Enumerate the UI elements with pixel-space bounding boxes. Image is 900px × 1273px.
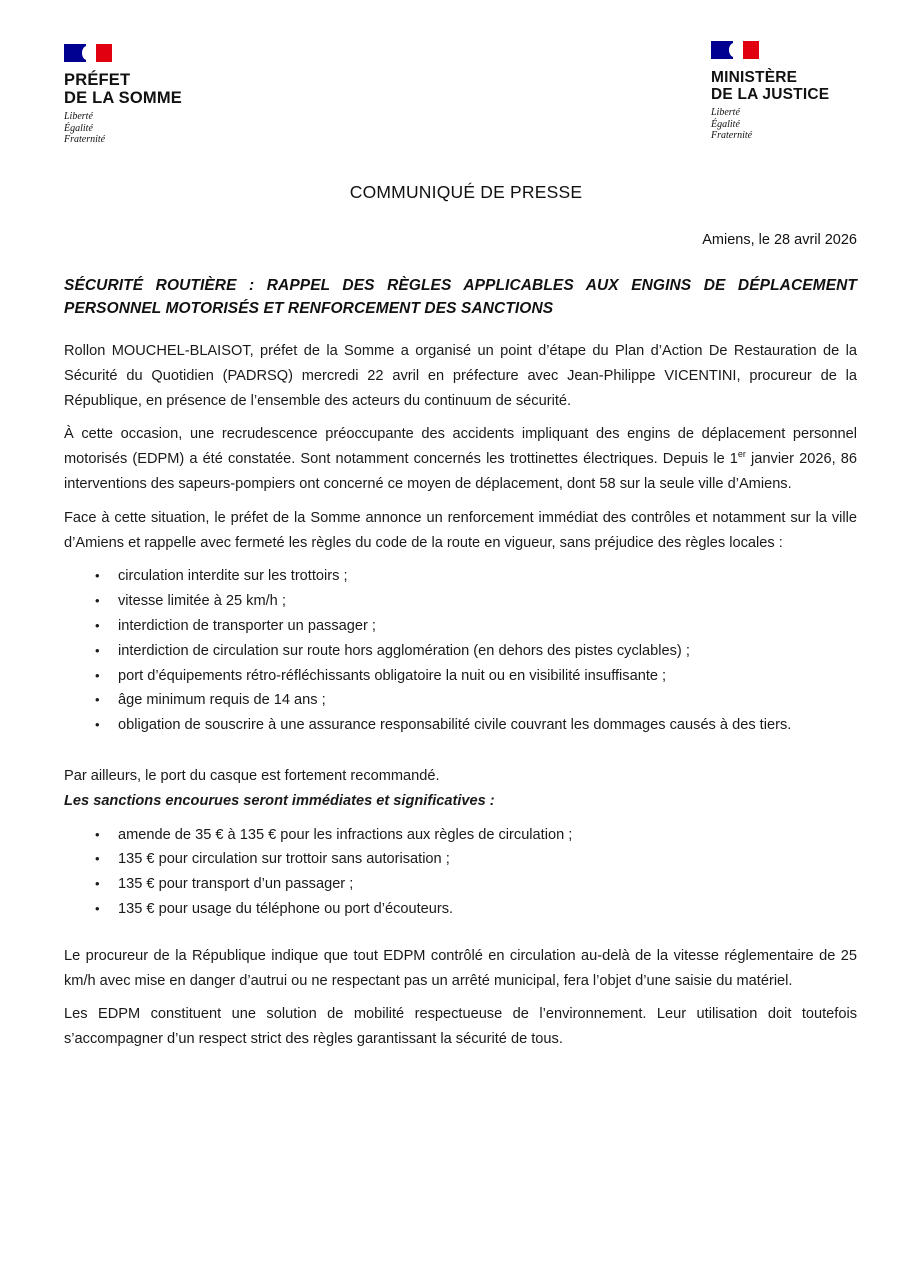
sanctions-list (64, 823, 857, 922)
prefet-somme-logo (64, 44, 182, 146)
paragraph-text: À cette occasion, une recrudescence préoccupante des accidents impliquant des engins de déplacement personnel motorisés (EDPM) a été constatée. Sont notamment concernés les trottinettes électriques. Depuis le 1 (64, 426, 857, 468)
motto-line: Fraternité (64, 134, 106, 145)
marianne-flag-icon (711, 41, 759, 59)
ordinal-superscript: er (737, 449, 746, 460)
rules-list (64, 564, 857, 738)
motto-line: Égalité (64, 122, 93, 134)
paragraph-conclusion: Les EDPM constituent une solution de mobilité respectueuse de l’environnement. Leur utilisation doit toutefois s’accompagner d’un respect strict des règles garantissant la sécurité de tous. (64, 1006, 857, 1048)
motto-line: Égalité (711, 118, 740, 130)
list-item: • 135 € pour circulation sur trottoir sans autorisation ; (64, 847, 857, 872)
list-item: • 135 € pour usage du téléphone ou port d’écouteurs. (64, 897, 857, 922)
motto-line: Liberté (64, 111, 93, 122)
paragraph-prosecutor: Le procureur de la République indique que tout EDPM contrôlé en circulation au-delà de la vitesse réglementaire de 25 km/h avec mise en danger d’autrui ou ne respectant pas un arrêté municipal, fera l’objet d’une saisie du matériel. (64, 947, 857, 989)
institution-line: DE LA SOMME (64, 89, 183, 107)
list-item: • obligation de souscrire à une assurance responsabilité civile couvrant les dommages causés à des tiers. (64, 713, 857, 738)
sanctions-heading: Les sanctions encourues seront immédiates et significatives : (64, 792, 495, 809)
list-item: • circulation interdite sur les trottoirs ; (64, 564, 857, 589)
institution-name (64, 71, 182, 107)
paragraph-controls: Face à cette situation, le préfet de la Somme annonce un renforcement immédiat des contrôles et notamment sur la ville d’Amiens et rappelle avec fermeté les règles du code de la route en vigueur, sans préjudice des règles locales : (64, 509, 857, 551)
institution-line: MINISTÈRE (711, 69, 798, 86)
paragraph-intro: Rollon MOUCHEL-BLAISOT, préfet de la Somme a organisé un point d’étape du Plan d’Action De Restauration de la Sécurité du Quotidien (PADRSQ) mercredi 22 avril en préfecture avec Jean-Philippe VICENTINI, procureur de la République, en présence de l’ensemble des acteurs du continuum de sécurité. (64, 343, 857, 409)
list-item: • port d’équipements rétro-réfléchissants obligatoire la nuit ou en visibilité insuffisante ; (64, 664, 857, 689)
list-item: • interdiction de circulation sur route hors agglomération (en dehors des pistes cyclables) ; (64, 639, 857, 664)
list-item: • 135 € pour transport d’un passager ; (64, 872, 857, 897)
paragraph-accidents (64, 422, 857, 496)
list-item: • âge minimum requis de 14 ans ; (64, 688, 857, 713)
paragraph-text: janvier 2026, 86 interventions des sapeurs-pompiers ont concerné ce moyen de déplacement, dont 58 sur la seule ville d’Amiens. (64, 451, 857, 492)
institution-line: DE LA JUSTICE (711, 86, 830, 103)
marianne-flag-icon (64, 44, 112, 62)
document-body (64, 274, 857, 1061)
list-item: • interdiction de transporter un passager ; (64, 614, 857, 639)
headline-line-2: PERSONNEL MOTORISÉS ET RENFORCEMENT DES SANCTIONS (64, 300, 554, 317)
place-date: Amiens, le 28 avril 2026 (702, 232, 857, 248)
headline-line-1: SÉCURITÉ ROUTIÈRE : RAPPEL DES RÈGLES APPLICABLES AUX ENGINS DE DÉPLACEMENT (64, 277, 857, 294)
institution-name (711, 69, 829, 103)
list-item: • amende de 35 € à 135 € pour les infractions aux règles de circulation ; (64, 823, 857, 848)
motto-line: Liberté (711, 107, 740, 118)
ministere-justice-logo (711, 41, 829, 142)
institution-line: PRÉFET (64, 71, 131, 89)
republic-motto (64, 111, 182, 146)
document-type-title: COMMUNIQUÉ DE PRESSE (349, 182, 583, 202)
republic-motto (711, 107, 829, 142)
press-release-headline (64, 274, 857, 320)
motto-line: Fraternité (711, 130, 753, 141)
list-item: • vitesse limitée à 25 km/h ; (64, 589, 857, 614)
paragraph-helmet: Par ailleurs, le port du casque est fortement recommandé. (64, 767, 440, 784)
